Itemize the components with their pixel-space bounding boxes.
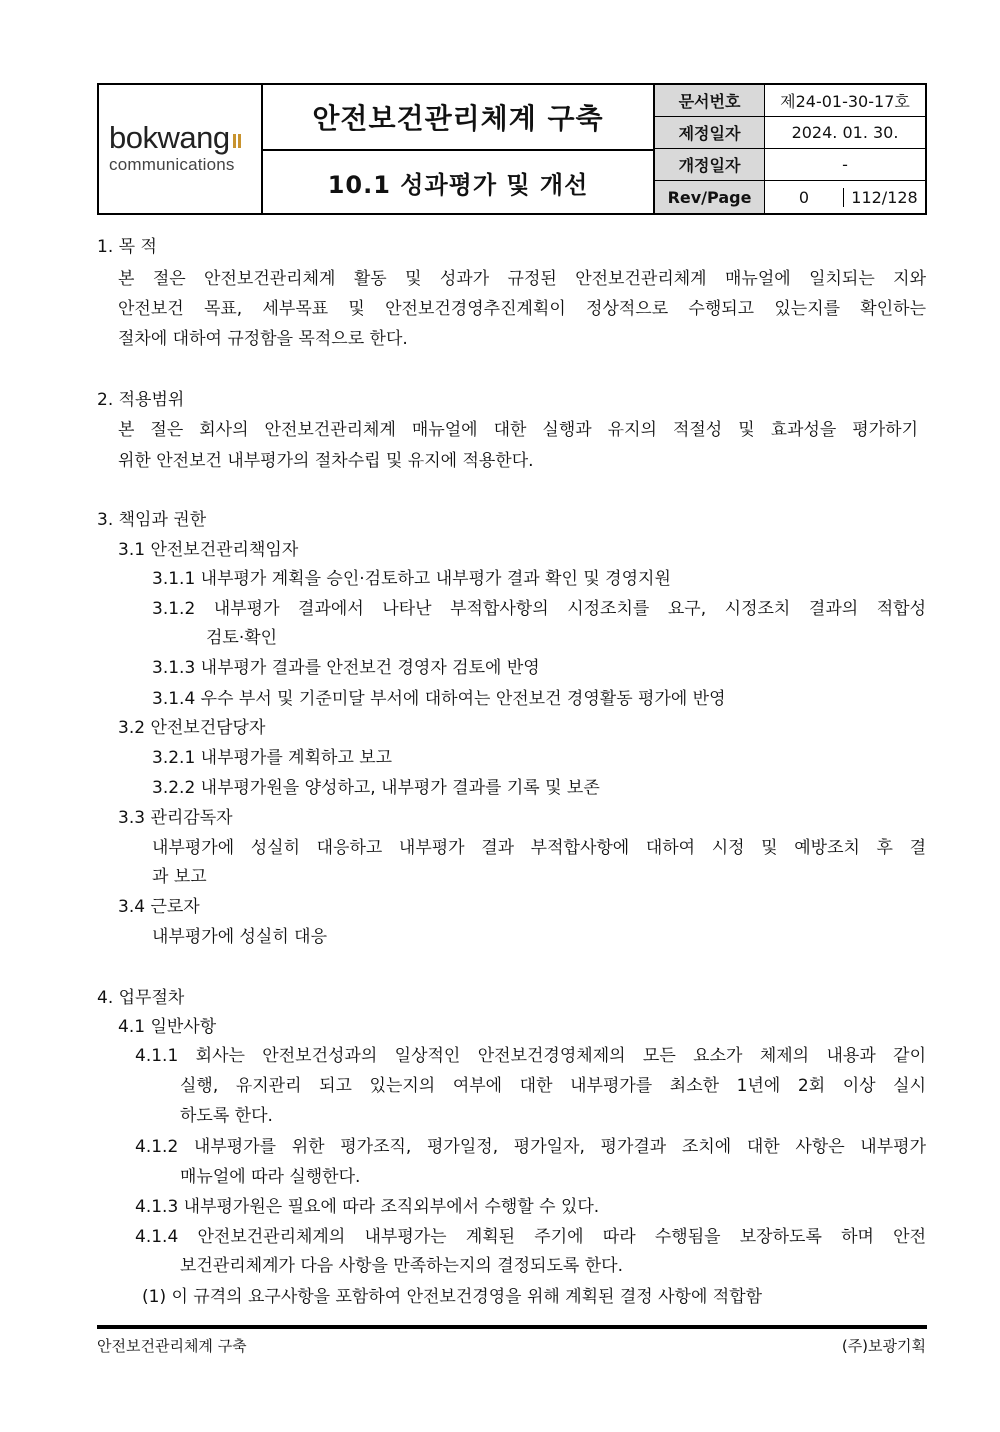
document-meta-table xyxy=(655,85,925,213)
section-title: 10.1 성과평가 및 개선 xyxy=(327,170,589,199)
list-item-continuation: 매뉴얼에 따라 실행한다. xyxy=(180,1167,361,1187)
logo-wordmark: bokwang xyxy=(109,120,230,155)
enact-date-value: 2024. 01. 30. xyxy=(765,117,925,149)
list-item: 4.1.4 안전보건관리체계의 내부평가는 계획된 주기에 따라 수행됨을 보장하도록 하며 안전 xyxy=(135,1227,926,1247)
list-item: 3.2.2 내부평가원을 양성하고, 내부평가 결과를 기록 및 보존 xyxy=(152,778,600,798)
page-number: 112/128 xyxy=(851,187,918,207)
subsection-heading: 4.1 일반사항 xyxy=(118,1017,217,1037)
paragraph-line: 본 절은 안전보건관리체계 활동 및 성과가 규정된 안전보건관리체계 매뉴얼에 일치되는 지와 xyxy=(118,269,926,289)
footer-company: (주)보광기획 xyxy=(841,1337,926,1355)
section-heading: 2. 적용범위 xyxy=(97,390,185,410)
document-title: 안전보건관리체계 구축 xyxy=(263,85,653,151)
footer-title: 안전보건관리체계 구축 xyxy=(97,1337,247,1355)
list-item: (1) 이 규격의 요구사항을 포함하여 안전보건경영을 위해 계획된 결정 사항에 적합함 xyxy=(142,1287,763,1307)
list-item: 4.1.2 내부평가를 위한 평가조직, 평가일정, 평가일자, 평가결과 조치에 대한 사항은 내부평가 xyxy=(135,1137,926,1157)
list-item-continuation: 검토·확인 xyxy=(206,628,278,648)
paragraph-line: 내부평가에 성실히 대응 xyxy=(152,927,328,947)
section-heading: 1. 목 적 xyxy=(97,237,157,257)
logo-subtitle: communications xyxy=(109,155,235,174)
list-item-continuation: 실행, 유지관리 되고 있는지의 여부에 대한 내부평가를 최소한 1년에 2회 이상 실시 xyxy=(180,1076,926,1096)
list-item: 3.1.3 내부평가 결과를 안전보건 경영자 검토에 반영 xyxy=(152,658,540,678)
paragraph-line: 과 보고 xyxy=(152,867,207,887)
paragraph-line: 절차에 대하여 규정함을 목적으로 한다. xyxy=(118,329,408,349)
list-item-continuation: 하도록 한다. xyxy=(180,1106,273,1126)
logo-accent-icon xyxy=(233,123,243,153)
doc-no-value: 제24-01-30-17호 xyxy=(765,85,925,117)
section-heading: 4. 업무절차 xyxy=(97,988,185,1008)
list-item: 3.1.2 내부평가 결과에서 나타난 부적합사항의 시정조치를 요구, 시정조치 결과의 적합성 xyxy=(152,599,926,619)
subsection-heading: 3.3 관리감독자 xyxy=(118,808,233,828)
enact-date-label: 제정일자 xyxy=(655,117,765,149)
list-item: 4.1.1 회사는 안전보건성과의 일상적인 안전보건경영체제의 모든 요소가 체제의 내용과 같이 xyxy=(135,1046,926,1066)
paragraph-line: 위한 안전보건 내부평가의 절차수립 및 유지에 적용한다. xyxy=(118,451,534,471)
footer-divider xyxy=(97,1325,927,1329)
rev-page-label: Rev/Page xyxy=(655,181,765,213)
revise-date-value: - xyxy=(765,149,925,181)
subsection-heading: 3.4 근로자 xyxy=(118,897,200,917)
list-item: 3.1.4 우수 부서 및 기준미달 부서에 대하여는 안전보건 경영활동 평가에 반영 xyxy=(152,689,726,709)
section-heading: 3. 책임과 권한 xyxy=(97,510,207,530)
list-item: 4.1.3 내부평가원은 필요에 따라 조직외부에서 수행할 수 있다. xyxy=(135,1197,600,1217)
subsection-heading: 3.2 안전보건담당자 xyxy=(118,718,266,738)
company-logo xyxy=(99,85,263,213)
list-item-continuation: 보건관리체계가 다음 사항을 만족하는지의 결정되도록 한다. xyxy=(180,1256,623,1276)
paragraph-line: 안전보건 목표, 세부목표 및 안전보건경영추진계획이 정상적으로 수행되고 있는지를 확인하는 xyxy=(118,299,926,319)
document-header xyxy=(97,83,927,215)
subsection-heading: 3.1 안전보건관리책임자 xyxy=(118,540,299,560)
list-item: 3.2.1 내부평가를 계획하고 보고 xyxy=(152,748,393,768)
revision-value: 0 xyxy=(765,188,844,207)
revise-date-label: 개정일자 xyxy=(655,149,765,181)
paragraph-line: 본 절은 회사의 안전보건관리체계 매뉴얼에 대한 실행과 유지의 적절성 및 효과성을 평가하기 xyxy=(118,420,918,440)
doc-no-label: 문서번호 xyxy=(655,85,765,117)
list-item: 3.1.1 내부평가 계획을 승인·검토하고 내부평가 결과 확인 및 경영지원 xyxy=(152,569,671,589)
paragraph-line: 내부평가에 성실히 대응하고 내부평가 결과 부적합사항에 대하여 시정 및 예방조치 후 결 xyxy=(152,838,926,858)
